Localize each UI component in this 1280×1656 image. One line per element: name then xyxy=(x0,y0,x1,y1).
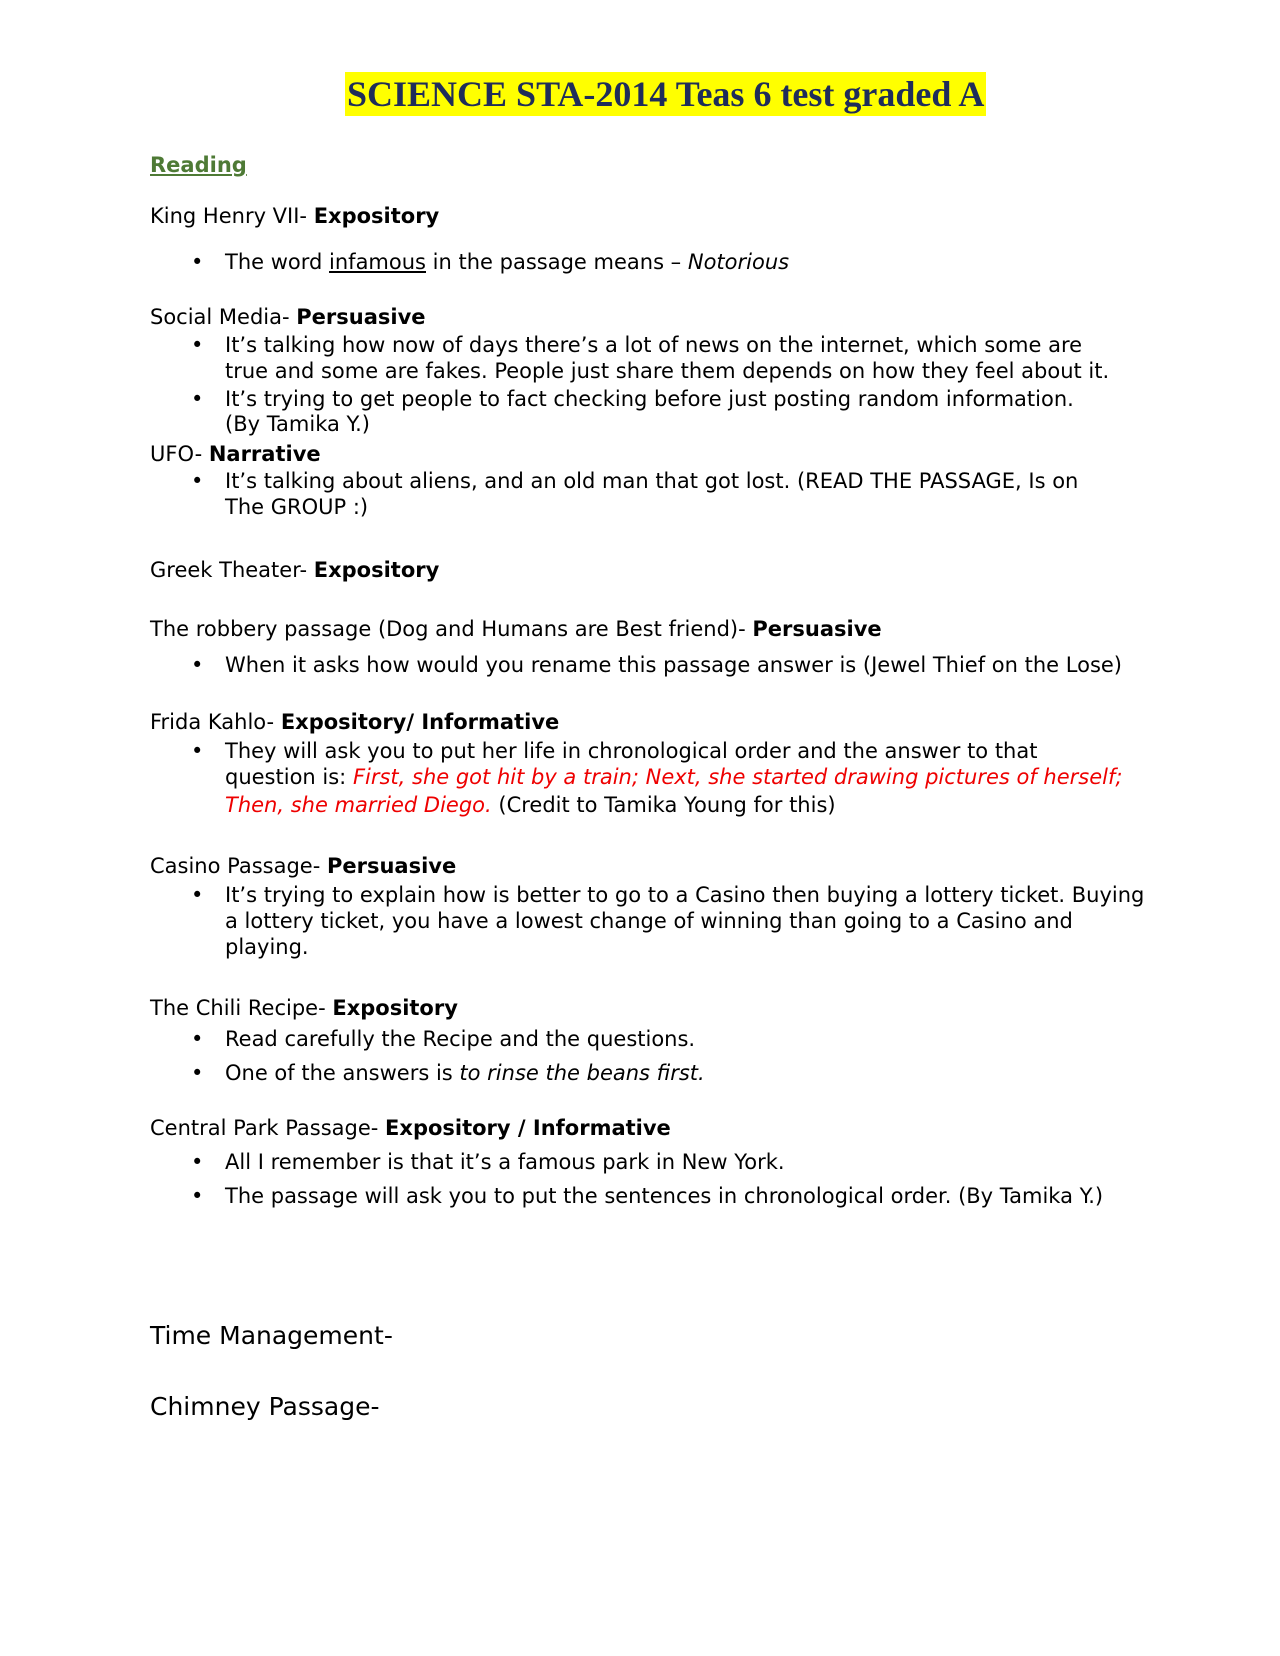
passage-genre: Expository xyxy=(313,558,440,582)
highlighted-answer: First, she got hit by a train; Next, she started drawing pictures of herself; xyxy=(352,765,1123,789)
bullet-icon: • xyxy=(191,739,204,763)
item-text: (Credit to Tamika Young for this) xyxy=(491,793,836,817)
passage-name: Casino Passage- xyxy=(150,854,327,878)
highlighted-answer: Then, she married Diego. xyxy=(225,793,492,817)
passage-genre: Persuasive xyxy=(296,305,426,329)
list-item-line xyxy=(225,764,1122,790)
passage-genre: Expository / Informative xyxy=(385,1116,671,1140)
item-text: The word xyxy=(225,250,330,274)
passage-social-media xyxy=(150,304,426,330)
item-answer: Notorious xyxy=(687,250,790,274)
list-item: The passage will ask you to put the sentences in chronological order. (By Tamika Y.) xyxy=(225,1184,1104,1208)
list-item-line: a lottery ticket, you have a lowest change of winning than going to a Casino and xyxy=(225,909,1073,933)
document-title: SCIENCE STA-2014 Teas 6 test graded A xyxy=(347,74,985,114)
bullet-icon: • xyxy=(191,333,204,357)
passage-name: Central Park Passage- xyxy=(150,1116,386,1140)
passage-genre: Persuasive xyxy=(752,617,882,641)
passage-genre: Persuasive xyxy=(326,854,457,878)
passage-casino xyxy=(150,853,456,879)
passage-name: Frida Kahlo- xyxy=(150,710,281,734)
passage-genre: Expository/ Informative xyxy=(280,710,560,734)
bullet-icon: • xyxy=(191,883,204,907)
list-item-line: It’s talking how now of days there’s a lot of news on the internet, which some are xyxy=(225,333,1083,357)
list-item xyxy=(225,1060,705,1086)
list-item-line: It’s trying to get people to fact checking before just posting random information. xyxy=(225,387,1074,411)
passage-name: The robbery passage (Dog and Humans are Best friend)- xyxy=(150,617,753,641)
list-item: All I remember is that it’s a famous park in New York. xyxy=(225,1150,785,1174)
passage-frida-kahlo xyxy=(150,709,559,735)
list-item-line xyxy=(225,792,836,818)
bullet-icon: • xyxy=(191,1150,204,1174)
passage-genre: Expository xyxy=(332,996,458,1020)
passage-chili-recipe xyxy=(150,995,458,1021)
passage-name: UFO- xyxy=(150,442,209,466)
bullet-icon: • xyxy=(191,1027,204,1051)
passage-genre: Narrative xyxy=(208,442,321,466)
passage-genre: Expository xyxy=(313,204,440,228)
item-text: question is: xyxy=(225,765,353,789)
item-text: in the passage means – xyxy=(426,250,688,274)
passage-king-henry xyxy=(150,203,439,229)
list-item-line: They will ask you to put her life in chronological order and the answer to that xyxy=(225,739,1038,763)
passage-greek-theater xyxy=(150,557,439,583)
passage-central-park xyxy=(150,1115,671,1141)
section-heading-reading: Reading xyxy=(150,153,247,177)
bullet-icon: • xyxy=(191,1184,204,1208)
list-item-line: The GROUP :) xyxy=(225,495,369,519)
bullet-icon: • xyxy=(191,1061,204,1085)
list-item-line: It’s trying to explain how is better to go to a Casino then buying a lottery ticket. Buying xyxy=(225,883,1145,907)
item-underlined-word: infamous xyxy=(329,250,426,274)
bullet-icon: • xyxy=(191,653,204,677)
passage-name: Social Media- xyxy=(150,305,297,329)
passage-name: Greek Theater- xyxy=(150,558,314,582)
passage-name: King Henry VII- xyxy=(150,204,314,228)
list-item-line: It’s talking about aliens, and an old man that got lost. (READ THE PASSAGE, Is on xyxy=(225,469,1079,493)
bullet-icon: • xyxy=(191,387,204,411)
list-item: Read carefully the Recipe and the questions. xyxy=(225,1027,696,1051)
bullet-icon: • xyxy=(191,250,204,274)
heading-time-management: Time Management- xyxy=(150,1321,393,1350)
bullet-icon: • xyxy=(191,469,204,493)
heading-chimney-passage: Chimney Passage- xyxy=(150,1392,380,1421)
passage-name: The Chili Recipe- xyxy=(150,996,333,1020)
list-item-line: true and some are fakes. People just share them depends on how they feel about it. xyxy=(225,359,1110,383)
list-item: When it asks how would you rename this passage answer is (Jewel Thief on the Lose) xyxy=(225,653,1122,677)
passage-ufo xyxy=(150,441,321,467)
passage-robbery xyxy=(150,616,882,642)
item-text: One of the answers is xyxy=(225,1061,460,1085)
item-answer: to rinse the beans first. xyxy=(459,1061,705,1085)
list-item-line: (By Tamika Y.) xyxy=(225,412,370,436)
list-item-line: playing. xyxy=(225,935,309,959)
list-item xyxy=(225,249,789,275)
